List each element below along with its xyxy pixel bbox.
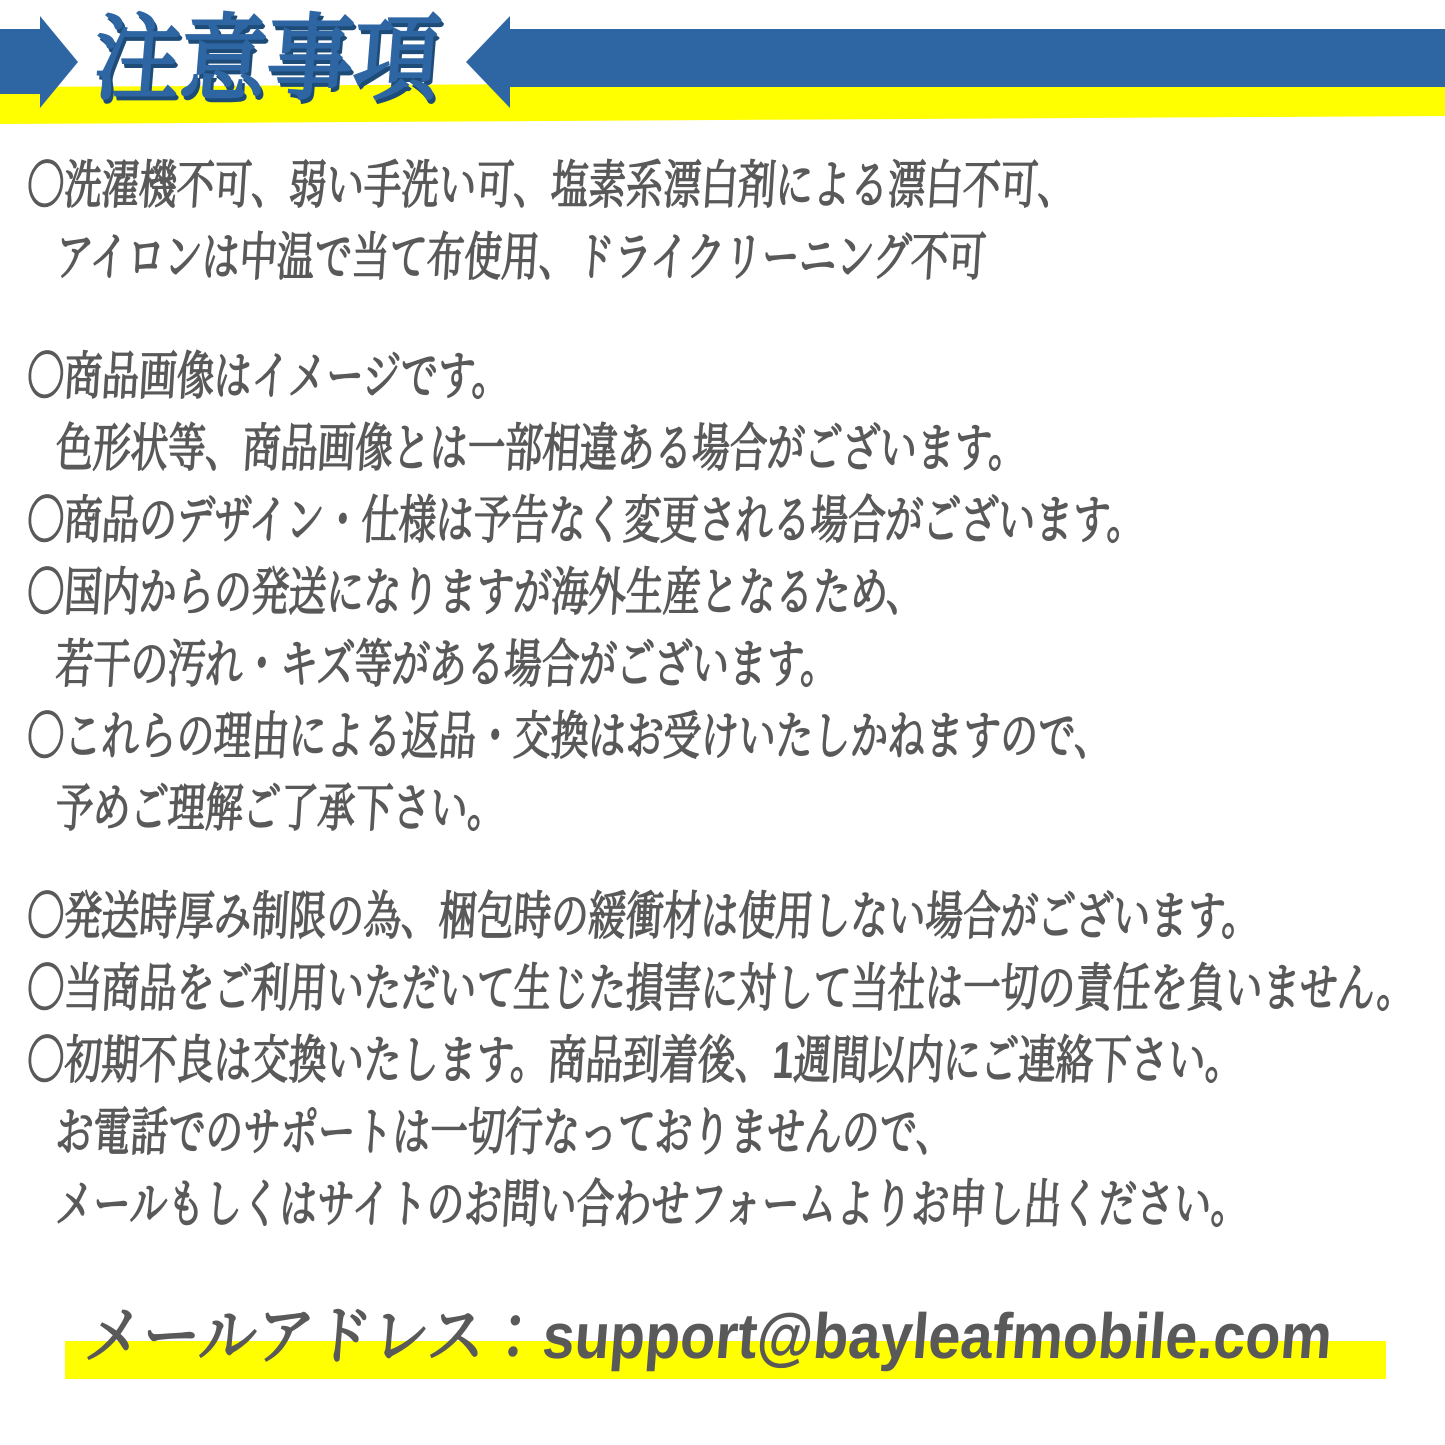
note-line: 若干の汚れ・キズ等がある場合がございます。 bbox=[53, 636, 841, 694]
arrow-right-icon bbox=[40, 16, 78, 108]
note-line: 〇当商品をご利用いただいて生じた損害に対して当社は一切の責任を負いません。 bbox=[25, 960, 1417, 1018]
note-line: 〇初期不良は交換いたします。商品到着後、1週間以内にご連絡下さい。 bbox=[25, 1032, 1245, 1090]
page-title: 注意事項 bbox=[89, 6, 445, 111]
notes-spacer bbox=[27, 294, 1445, 341]
note-line: 〇発送時厚み制限の為、梱包時の緩衝材は使用しない場合がございます。 bbox=[25, 888, 1262, 946]
arrow-left-icon bbox=[466, 16, 510, 108]
contact-email: メールアドレス：support@bayleafmobile.com bbox=[82, 1300, 1335, 1372]
note-line: メールもしくはサイトのお問い合わせフォームよりお申し出ください。 bbox=[53, 1176, 1251, 1234]
note-line: 〇商品のデザイン・仕様は予告なく変更される場合がございます。 bbox=[25, 492, 1147, 550]
notes-spacer bbox=[27, 845, 1445, 881]
note-line: 〇国内からの発送になりますが海外生産となるため、 bbox=[25, 564, 926, 622]
note-line: 〇洗濯機不可、弱い手洗い可、塩素系漂白剤による漂白不可、 bbox=[25, 157, 1078, 215]
note-line: 色形状等、商品画像とは一部相違ある場合がございます。 bbox=[53, 420, 1029, 478]
header-blue-bar bbox=[508, 29, 1445, 87]
arrow-right-icon bbox=[0, 29, 40, 94]
note-line: アイロンは中温で当て布使用、ドライクリーニング不可 bbox=[53, 229, 988, 287]
notes-list bbox=[27, 150, 1445, 1241]
note-line: お電話でのサポートは一切行なっておりませんので、 bbox=[53, 1104, 956, 1162]
note-line: 予めご理解ご了承下さい。 bbox=[53, 780, 507, 838]
note-line: 〇これらの理由による返品・交換はお受けいたしかねますので、 bbox=[25, 708, 1114, 766]
note-line: 〇商品画像はイメージです。 bbox=[25, 348, 512, 406]
